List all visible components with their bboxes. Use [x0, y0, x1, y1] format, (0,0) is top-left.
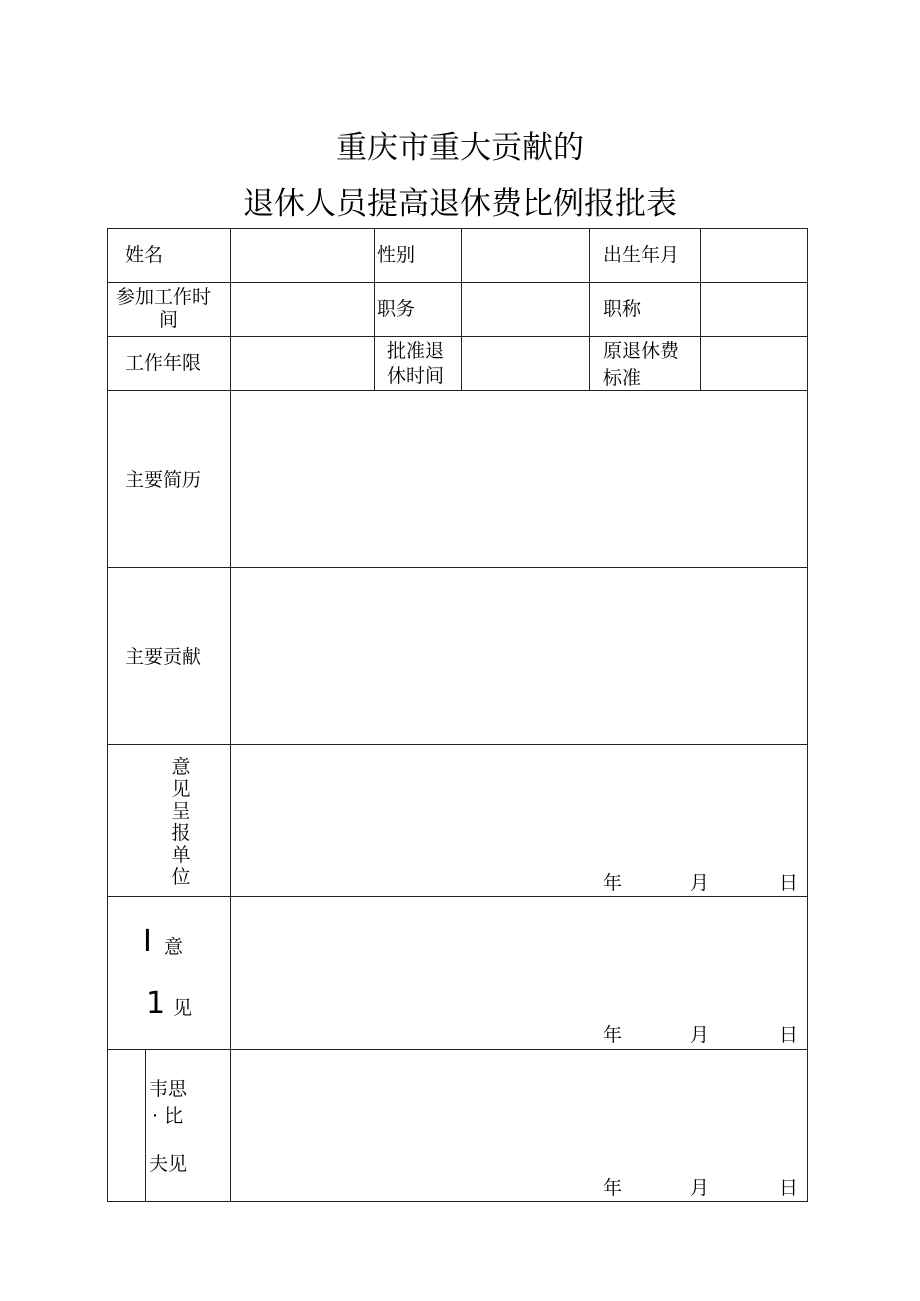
column-divider	[589, 228, 590, 391]
position-label: 职务	[377, 298, 416, 320]
opinion2-mark-2: 1	[146, 986, 166, 1021]
form-title-line2: 退休人员提高退休费比例报批表	[243, 186, 677, 222]
opinion2-month: 月	[690, 1024, 710, 1046]
label-column-divider	[230, 228, 231, 1202]
title-label: 职称	[603, 298, 642, 320]
opinion3-year: 年	[603, 1177, 623, 1199]
gender-label: 性别	[377, 244, 416, 266]
opinion-unit-char: 呈	[171, 800, 191, 822]
column-divider	[461, 228, 462, 391]
table-border-right	[807, 228, 808, 1202]
pension-label-line2: 标准	[603, 367, 642, 389]
work-years-label: 工作年限	[125, 352, 202, 374]
opinion-unit-char: 位	[171, 866, 191, 888]
opinion2-char-2: 见	[173, 997, 193, 1019]
opinion2-char-1: 意	[164, 936, 184, 958]
opinion-unit-char: 见	[171, 778, 191, 800]
column-divider	[700, 228, 701, 391]
table-border-bottom	[107, 1201, 808, 1202]
contribution-label: 主要贡献	[125, 646, 202, 668]
opinion2-mark-1: I	[143, 924, 152, 959]
name-label: 姓名	[125, 244, 164, 266]
opinion3-label-line1: 韦思	[149, 1078, 188, 1100]
row-divider	[107, 282, 808, 283]
pension-label-line1: 原退休费	[603, 340, 680, 362]
work-start-label-line1: 参加工作时	[116, 286, 212, 308]
retire-time-label-line2: 休时间	[387, 365, 445, 387]
opinion2-day: 日	[779, 1024, 799, 1046]
opinion-unit-char: 报	[171, 822, 191, 844]
row-divider	[107, 567, 808, 568]
table-border-left	[107, 228, 108, 1202]
inner-label-divider	[145, 1049, 146, 1202]
opinion-unit-day: 日	[779, 872, 799, 894]
opinion-unit-year: 年	[603, 872, 623, 894]
opinion-unit-month: 月	[690, 872, 710, 894]
opinion2-year: 年	[603, 1024, 623, 1046]
opinion3-day: 日	[779, 1177, 799, 1199]
column-divider	[374, 228, 375, 391]
opinion3-label-line2: · 比	[152, 1105, 184, 1127]
opinion-unit-label	[170, 756, 192, 888]
birth-label: 出生年月	[603, 244, 680, 266]
row-divider	[107, 1049, 808, 1050]
row-divider	[107, 744, 808, 745]
table-border-top	[107, 228, 808, 229]
row-divider	[107, 896, 808, 897]
opinion3-month: 月	[690, 1177, 710, 1199]
opinion3-label-line3: 夫见	[149, 1153, 188, 1175]
resume-label: 主要简历	[125, 469, 202, 491]
opinion-unit-char: 单	[171, 844, 191, 866]
form-title-line1: 重庆市重大贡献的	[336, 130, 584, 166]
row-divider	[107, 336, 808, 337]
opinion-unit-char: 意	[171, 756, 191, 778]
retire-time-label-line1: 批准退	[387, 340, 445, 362]
work-start-label-line2: 间	[159, 309, 179, 331]
row-divider	[107, 390, 808, 391]
